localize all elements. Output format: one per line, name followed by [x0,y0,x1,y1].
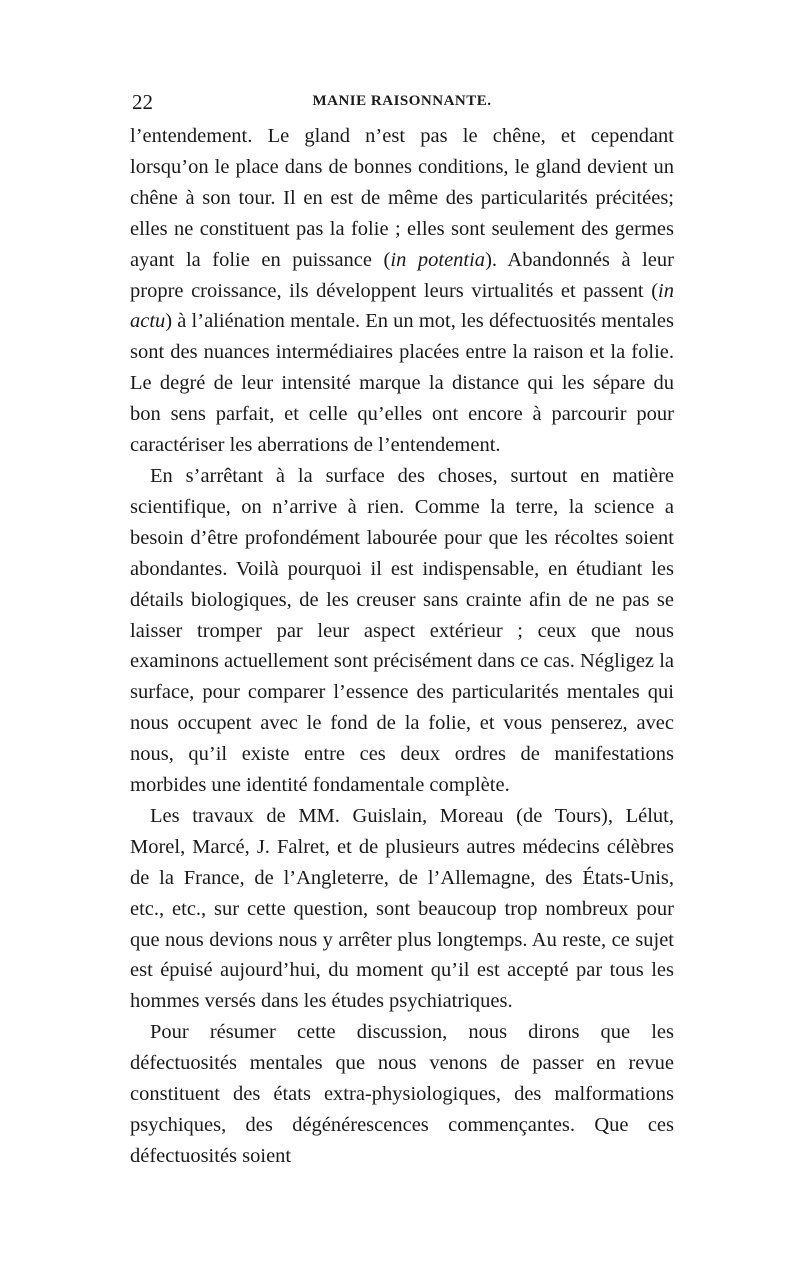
paragraph-2: En s’arrêtant à la surface des choses, surtout en matière scientifique, on n’arrive à rien. Comme la terre, la science a besoin d’être profondément labourée pour que les récoltes soient abondantes. Voilà pourquoi il est indispensable, en étudiant les détails biologiques, de les creuser sans crainte afin de ne pas se laisser tromper par leur aspect extérieur ; ceux que nous examinons actuellement sont précisément dans ce cas. Négligez la surface, pour comparer l’essence des particularités mentales qui nous occupent avec le fond de la folie, et vous penserez, avec nous, qu’il existe entre ces deux ordres de manifestations morbides une identité fondamentale complète. [130,464,674,797]
italic-in-actu: in actu [130,279,674,333]
paragraph-4: Pour résumer cette discussion, nous dirons que les défectuosités mentales que nous venons de passer en revue constituent des états extra-physiologiques, des malformations psychiques, des dégénérescences commençantes. Que ces défectuosités soient [130,1021,674,1167]
paragraph-1-part-b: ). Abandonnés à leur propre croissance, ils développent leurs virtualités et passent ( [130,248,674,302]
paragraph-3: Les travaux de MM. Guislain, Moreau (de Tours), Lélut, Morel, Marcé, J. Falret, et de plusieurs autres médecins célèbres de la France, de l’Angleterre, de l’Allemagne, des États-Unis, etc., etc., sur cette question, sont beaucoup trop nombreux pour que nous devions nous y arrêter plus longtemps. Au reste, ce sujet est épuisé aujourd’hui, du moment qu’il est accepté par tous les hommes versés dans les études psychiatriques. [130,804,674,1013]
paragraph-1-part-a: l’entendement. Le gland n’est pas le chêne, et cependant lorsqu’on le place dans de bonnes conditions, le gland devient un chêne à son tour. Il en est de même des particularités précitées; elles ne constituent pas la folie ; elles sont seulement des germes ayant la folie en puissance ( [130,125,674,271]
page-number: 22 [132,90,153,114]
paragraph-1 [130,121,674,461]
running-title: MANIE RAISONNANTE. [312,93,492,109]
running-head [132,90,672,120]
italic-in-potentia: in potentia [390,248,486,271]
body-text [130,121,674,1172]
paragraph-1-part-c: ) à l’aliénation mentale. En un mot, les défectuosités mentales sont des nuances intermédiaires placées entre la raison et la folie. Le degré de leur intensité marque la distance qui les sépare du bon sens parfait, et celle qu’elles ont encore à parcourir pour caractériser les aberrations de l’entendement. [130,310,674,457]
